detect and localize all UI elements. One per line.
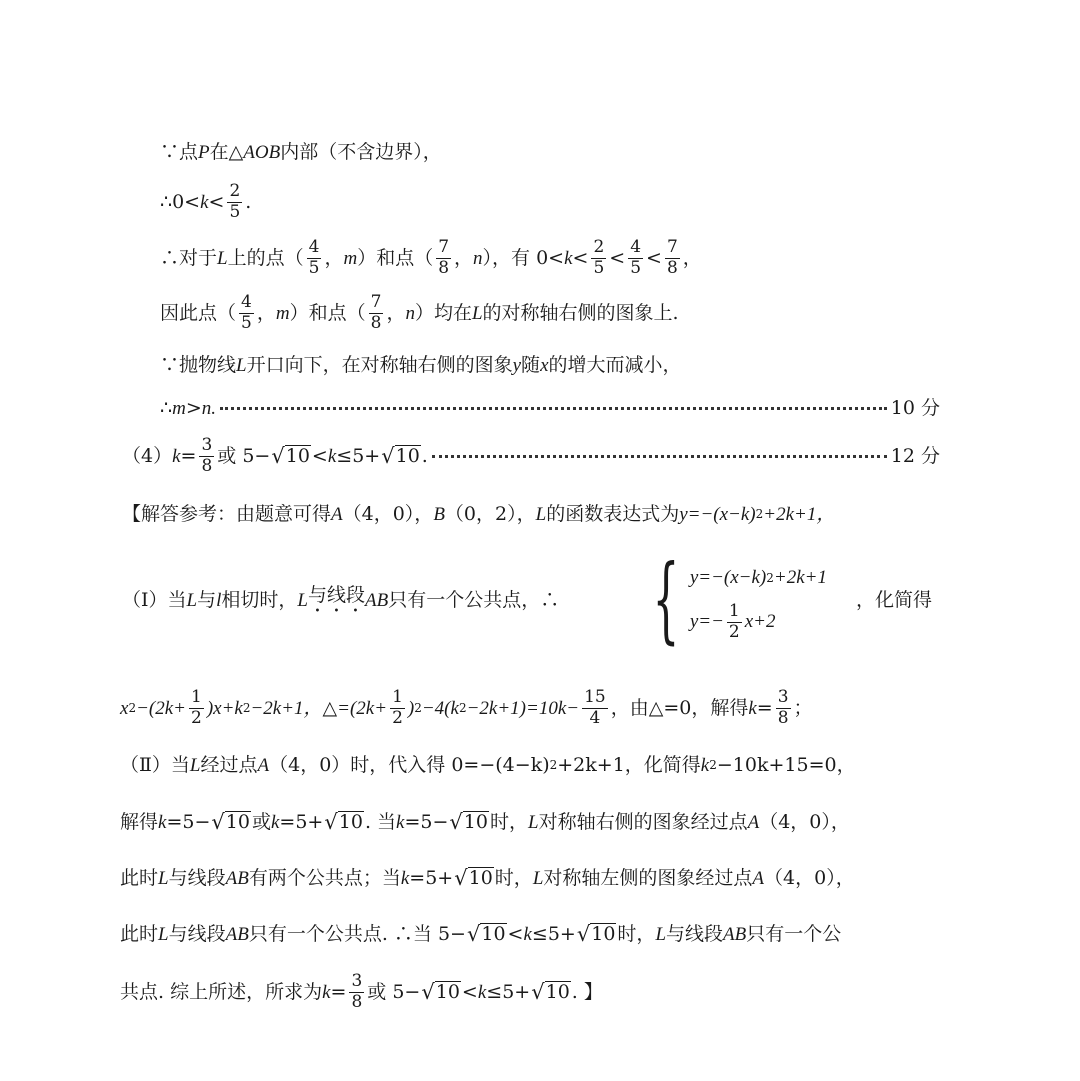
math-text: < — [609, 246, 626, 269]
math-text: 只有一个公共点. ∴当 5− — [248, 922, 466, 945]
math-text: y=− — [689, 611, 724, 632]
math-text: 8 — [201, 455, 213, 476]
reference-line-6 — [120, 858, 855, 898]
math-text: 只有一个公共点，∴ — [388, 588, 560, 611]
var-m: m — [343, 247, 358, 269]
leader-dots — [432, 455, 887, 458]
math-text: ≤5+ — [336, 444, 381, 467]
text: ∴0< — [160, 190, 201, 213]
fraction — [591, 238, 606, 278]
math-text: 8 — [351, 991, 363, 1012]
math-text: 与线段 — [168, 922, 226, 945]
math-text: 或 — [251, 810, 271, 833]
math-text: 10 — [591, 923, 616, 946]
math-text: 5 — [630, 257, 642, 278]
math-text: A — [331, 503, 343, 525]
math-text: 2 — [190, 707, 202, 728]
reference-line-1: 【解答参考：由题意可得 A （4，0）， B （0，2）， L 的函数表达式为 y=−(x−k) 2 +2k+1， — [122, 502, 836, 525]
math-text: （4，0）， — [342, 502, 434, 525]
text: < — [208, 190, 225, 213]
reference-line-3: x 2 −(2k+ $\frac{1}{2}$ )x+k 2 −2k+1，△=(2k+ $\frac{1}{2}$ ) 2 −4(k 2 −2k+1)=10k− $\frac{15}{4}$ ，由△=0，解得 k = $\frac{3}{8}$ ； — [120, 686, 813, 728]
math-text: . 当 — [364, 810, 397, 833]
math-text: （0，2）， — [444, 502, 536, 525]
solution-line-5 — [160, 345, 682, 385]
math-text: 时， — [494, 866, 533, 889]
math-text: 的增大而减小， — [548, 353, 682, 376]
fraction — [369, 293, 384, 333]
var-l: L — [471, 302, 483, 324]
math-text: −2k+1)=10k− — [466, 697, 580, 719]
math-text: ， — [386, 301, 406, 324]
math-text: 2 — [728, 621, 740, 642]
math-text: L — [535, 503, 547, 525]
math-text: +2k+1， — [763, 503, 836, 525]
math-text: 对称轴左侧的图象经过点 — [543, 866, 753, 889]
reference-line-2 — [122, 580, 559, 620]
math-text: 与线段 — [168, 866, 226, 889]
math-text: 此时 — [120, 922, 159, 945]
math-text: y=−(x−k) — [679, 503, 756, 525]
math-text: k — [400, 867, 410, 889]
math-text: 3 — [777, 686, 789, 707]
fraction — [665, 238, 680, 278]
math-text: ，化简得 — [856, 588, 933, 611]
math-text: 相切时， — [221, 588, 298, 611]
math-text: < — [507, 922, 524, 945]
math-text: −4(k — [421, 697, 459, 719]
math-text: 经过点 — [200, 753, 258, 776]
math-text: −10k+15=0， — [716, 753, 856, 776]
math-text: 与 — [197, 588, 217, 611]
math-text: L — [297, 589, 308, 611]
math-text: 共点. 综上所述，所求为 — [120, 980, 323, 1003]
math-text: 10 — [468, 867, 493, 890]
math-text: 随 — [521, 353, 541, 376]
math-text: 开口向下，在对称轴右侧的图象 — [246, 353, 513, 376]
sqrt: √ 10 — [466, 921, 506, 946]
math-text: AB — [225, 923, 249, 945]
reference-line-7 — [120, 914, 841, 954]
math-text: −(2k+ — [136, 697, 186, 719]
math-text: L — [532, 867, 544, 889]
math-text: 10 — [545, 981, 570, 1004]
math-text: 3 — [351, 970, 363, 991]
math-text: ， — [682, 246, 702, 269]
math-text: ∴ — [160, 396, 173, 419]
math-text: =5+ — [279, 810, 324, 833]
math-text: < — [572, 246, 589, 269]
math-text: 的函数表达式为 — [546, 502, 680, 525]
sqrt: √ 10 — [449, 809, 488, 834]
math-text: 10 — [225, 811, 250, 834]
math-text: )x+k — [206, 697, 243, 719]
math-text: 5 — [229, 201, 241, 222]
math-text: 或 5− — [367, 980, 421, 1003]
reference-line-4: （Ⅱ）当 L 经过点 A （4，0）时，代入得 0=−(4−k) 2 +2k+1，化简得 k 2 −10k+15=0， — [120, 753, 856, 776]
math-text: 2 — [229, 180, 241, 201]
math-text: 4 — [241, 291, 252, 312]
math-text: ）和点（ — [289, 301, 366, 324]
math-text: ∴对于 — [160, 246, 218, 269]
fraction — [189, 688, 204, 728]
sqrt: √ 10 — [271, 443, 310, 468]
fraction — [349, 972, 364, 1012]
math-text: 4 — [308, 236, 320, 257]
math-text: 的对称轴右侧的图象上. — [482, 301, 679, 324]
math-text: 因此点（ — [160, 301, 237, 324]
math-text: ∵抛物线 — [160, 353, 237, 376]
math-text: 【解答参考：由题意可得 — [122, 502, 332, 525]
math-text: 1 — [392, 686, 403, 707]
math-text: 与线段 — [666, 922, 724, 945]
math-text: ) — [407, 697, 415, 719]
math-text: k — [523, 923, 532, 945]
math-text: 只有一个公 — [746, 922, 842, 945]
reference-line-8 — [120, 972, 603, 1012]
math-text: L — [189, 754, 201, 776]
math-text: 解得 — [120, 810, 159, 833]
math-text: 5 — [308, 257, 320, 278]
var-m: m — [275, 302, 290, 324]
text: ∵点 — [160, 140, 199, 163]
math-text: 10 — [285, 445, 310, 468]
math-text: 3 — [201, 434, 213, 455]
solution-line-7 — [122, 436, 940, 476]
math-text: 8 — [777, 707, 789, 728]
math-text: ）均在 — [414, 301, 472, 324]
solution-line-2 — [160, 182, 251, 222]
math-text: l — [216, 589, 222, 611]
math-text: > — [185, 396, 202, 419]
math-text: +2k+1，化简得 — [557, 753, 701, 776]
fraction — [227, 182, 242, 222]
var-n: n — [473, 247, 483, 269]
math-text: （Ⅰ）当 — [122, 588, 187, 611]
score-label: 10 分 — [890, 396, 940, 419]
fraction — [776, 688, 791, 728]
math-text: （Ⅱ）当 — [120, 753, 190, 776]
math-text: 有两个公共点；当 — [248, 866, 401, 889]
var-l: L — [236, 354, 247, 376]
var-l: L — [217, 247, 228, 269]
var-p: P — [198, 141, 210, 163]
math-text: ）和点（ — [357, 246, 434, 269]
math-text: 4 — [630, 236, 642, 257]
math-text: ≤5+ — [486, 980, 531, 1003]
math-text: =5− — [404, 810, 449, 833]
math-text: 5 — [241, 312, 252, 333]
math-text: < — [646, 246, 662, 269]
math-text: ， — [324, 246, 344, 269]
math-text: 此时 — [120, 866, 159, 889]
math-text: 10 — [481, 923, 506, 946]
fraction — [727, 602, 742, 642]
fraction — [436, 238, 451, 278]
math-text: 或 5− — [217, 444, 271, 467]
math-text: 1 — [728, 600, 740, 621]
math-text: ； — [793, 696, 813, 719]
math-text: 10 — [338, 811, 363, 834]
solution-line-1 — [160, 132, 442, 172]
math-text: L — [528, 811, 539, 833]
math-text: . 】 — [571, 980, 603, 1003]
var-k: k — [564, 247, 573, 269]
math-text: L — [186, 589, 198, 611]
math-text: x+2 — [744, 611, 776, 632]
var-aob: AOB — [243, 141, 281, 163]
var-n: n. — [201, 397, 216, 419]
var-k: k — [172, 445, 181, 467]
fraction — [199, 436, 214, 476]
math-text: 1 — [190, 686, 202, 707]
math-text: =5− — [166, 810, 211, 833]
text: 在△ — [209, 140, 244, 163]
math-text: +2k+1 — [773, 567, 827, 588]
math-text: k — [700, 754, 710, 776]
leader-dots — [220, 407, 887, 410]
math-text: B — [433, 503, 445, 525]
math-text: ），有 0< — [482, 246, 565, 269]
math-text: 上的点（ — [227, 246, 304, 269]
score-label: 12 分 — [890, 444, 940, 467]
math-text: = — [180, 444, 197, 467]
math-text: −2k+1，△=(2k+ — [250, 697, 388, 719]
math-text: 7 — [370, 291, 382, 312]
math-text: ， — [256, 301, 276, 324]
sqrt: √ 10 — [324, 809, 363, 834]
math-text: （4） — [122, 444, 173, 467]
math-text: k — [158, 811, 167, 833]
math-text: 时， — [489, 810, 528, 833]
math-text: 2 — [392, 707, 403, 728]
math-text: （4，0）时，代入得 0=−(4−k) — [269, 753, 550, 776]
math-text: 8 — [438, 257, 450, 278]
math-text: < — [311, 444, 328, 467]
brace-icon: { — [652, 545, 680, 654]
sqrt: √ 10 — [381, 443, 420, 468]
math-text: 5 — [593, 257, 605, 278]
math-text: . — [421, 444, 428, 467]
var-k: k — [200, 191, 209, 213]
math-text: L — [655, 923, 667, 945]
reference-line-5 — [120, 802, 850, 842]
math-text: ，由△=0，解得 — [610, 696, 749, 719]
sqrt: √ 10 — [531, 979, 570, 1004]
math-text: 8 — [370, 312, 382, 333]
math-text: = — [756, 696, 773, 719]
text: . — [245, 190, 252, 213]
math-text: 7 — [666, 236, 678, 257]
math-text: （4，0）， — [764, 866, 855, 889]
math-text: k — [322, 981, 331, 1003]
fraction — [307, 238, 322, 278]
math-text: A — [747, 811, 760, 833]
math-text: k — [396, 811, 405, 833]
math-text: ， — [454, 246, 474, 269]
math-text: k — [748, 697, 757, 719]
fraction — [628, 238, 643, 278]
math-text: 10 — [435, 981, 460, 1004]
fraction — [390, 688, 405, 728]
math-text: k — [477, 981, 487, 1003]
var-m: m — [172, 397, 186, 419]
math-text: 2 — [593, 236, 605, 257]
sqrt: √ 10 — [454, 865, 493, 890]
math-text: 8 — [666, 257, 678, 278]
solution-line-3 — [160, 238, 702, 278]
solution-line-6 — [160, 388, 940, 428]
math-text: AB — [723, 923, 747, 945]
math-text: 时， — [617, 922, 656, 945]
math-text: A — [752, 867, 765, 889]
fraction — [239, 293, 254, 333]
math-text: x — [120, 697, 129, 719]
equation-system: { y=−(x−k) 2 +2k+1 y=− $\frac{1}{2}$ x+2 — [652, 545, 827, 654]
sqrt: √ 10 — [211, 809, 250, 834]
math-text: 4 — [589, 707, 601, 728]
math-text: y=−(x−k) — [689, 567, 767, 588]
math-text: 7 — [438, 236, 450, 257]
math-text: 10 — [395, 445, 420, 468]
var-n: n — [405, 302, 415, 324]
var-k: k — [327, 445, 337, 467]
sqrt: √ 10 — [576, 921, 616, 946]
sqrt: √ 10 — [421, 979, 460, 1004]
math-text: 对称轴右侧的图象经过点 — [538, 810, 748, 833]
math-text: L — [158, 923, 169, 945]
math-text: AB — [225, 867, 249, 889]
math-text: AB — [365, 589, 389, 611]
reference-line-2-tail — [856, 580, 932, 620]
math-text: 10 — [463, 811, 488, 834]
math-text: < — [461, 980, 478, 1003]
solution-line-4 — [160, 293, 679, 333]
fraction — [582, 688, 608, 728]
text: 内部（不含边界）， — [280, 140, 442, 163]
math-text: A — [257, 754, 270, 776]
math-text: k — [270, 811, 280, 833]
math-text: （4，0）， — [759, 810, 850, 833]
var-x: x — [540, 354, 549, 376]
math-text: L — [158, 867, 169, 889]
math-text: = — [330, 980, 347, 1003]
math-text: 15 — [584, 686, 606, 707]
var-y: y — [512, 354, 522, 376]
math-text: ≤5+ — [531, 922, 576, 945]
math-text: =5+ — [409, 866, 454, 889]
math-text: 与线段 — [307, 583, 365, 606]
